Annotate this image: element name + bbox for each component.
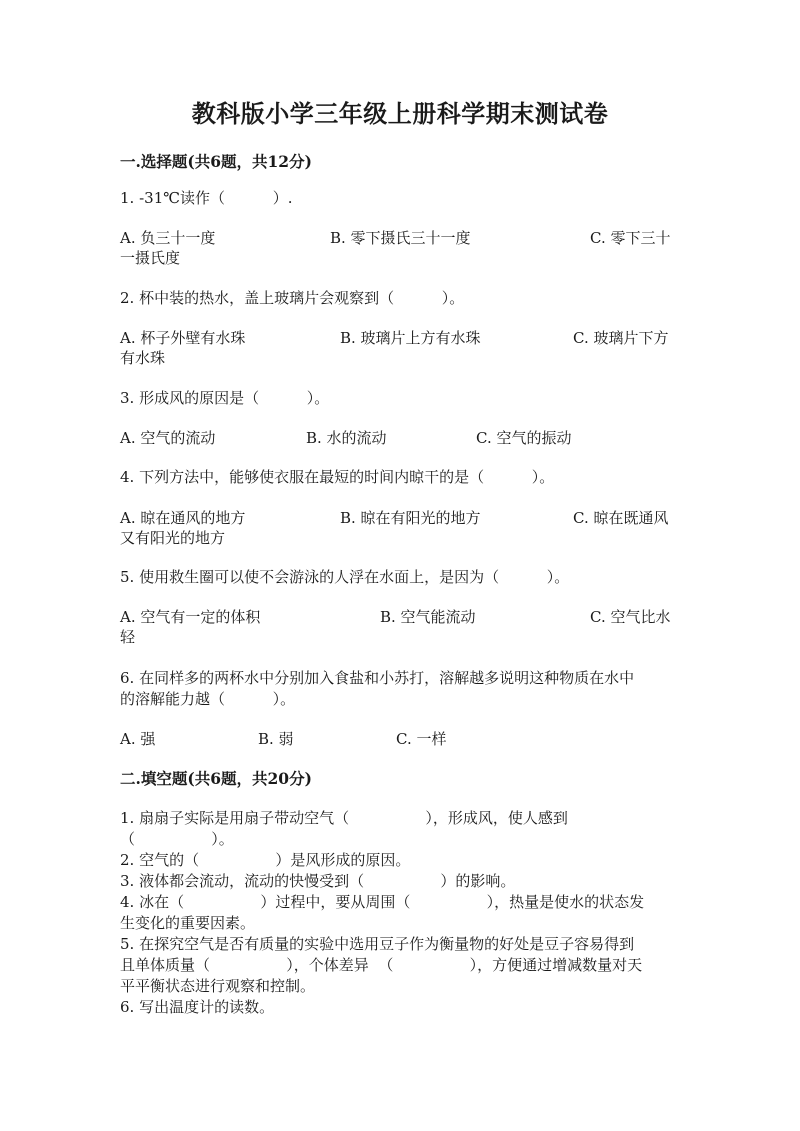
option-c: C. 空气比水: [590, 608, 671, 626]
fill-line: 生变化的重要因素。: [120, 914, 256, 932]
fill-line: 4. 冰在（ ）过程中，要从周围（ ），热量是使水的状态发: [120, 893, 645, 911]
option-c-wrap: 又有阳光的地方: [120, 529, 226, 547]
option-a: A. 晾在通风的地方: [120, 509, 246, 527]
fill-line: 平平衡状态进行观察和控制。: [120, 977, 316, 995]
question-stem: 3. 形成风的原因是（ ）。: [120, 389, 330, 407]
option-a: A. 杯子外壁有水珠: [120, 329, 246, 347]
option-b: B. 玻璃片上方有水珠: [340, 329, 481, 347]
fill-line: 3. 液体都会流动，流动的快慢受到（ ）的影响。: [120, 872, 516, 890]
option-b: B. 空气能流动: [380, 608, 476, 626]
section-heading-fill: 二.填空题(共6题，共20分): [120, 769, 312, 788]
fill-line: 1. 扇扇子实际是用扇子带动空气（ ），形成风，使人感到: [120, 809, 568, 827]
option-b: B. 晾在有阳光的地方: [340, 509, 481, 527]
section-heading-choice: 一.选择题(共6题，共12分): [120, 152, 312, 171]
question-stem: 4. 下列方法中，能够使衣服在最短的时间内晾干的是（ ）。: [120, 468, 555, 486]
option-c-wrap: 轻: [120, 628, 136, 646]
option-a: A. 强: [120, 730, 156, 748]
option-c: C. 零下三十: [590, 229, 671, 247]
question-stem: 5. 使用救生圈可以使不会游泳的人浮在水面上，是因为（ ）。: [120, 568, 570, 586]
option-c: C. 晾在既通风: [573, 509, 669, 527]
fill-line: （ ）。: [120, 830, 234, 848]
option-a: A. 负三十一度: [120, 229, 216, 247]
fill-line: 5. 在探究空气是否有质量的实验中选用豆子作为衡量物的好处是豆子容易得到: [120, 935, 635, 953]
option-a: A. 空气有一定的体积: [120, 608, 261, 626]
option-c-wrap: 有水珠: [120, 349, 166, 367]
fill-line: 2. 空气的（ ）是风形成的原因。: [120, 851, 411, 869]
option-c-wrap: 一摄氏度: [120, 249, 181, 267]
option-c: C. 空气的振动: [476, 429, 572, 447]
question-stem-wrap: 的溶解能力越（ ）。: [120, 690, 296, 708]
option-c: C. 一样: [396, 730, 447, 748]
page-title: 教科版小学三年级上册科学期末测试卷: [191, 99, 609, 128]
question-stem: 1. -31℃读作（ ）.: [120, 189, 293, 207]
fill-line: 且单体质量（ ），个体差异 （ ），方便通过增减数量对天: [120, 956, 643, 974]
option-b: B. 水的流动: [306, 429, 387, 447]
question-stem: 2. 杯中装的热水，盖上玻璃片会观察到（ ）。: [120, 289, 465, 307]
option-c: C. 玻璃片下方: [573, 329, 669, 347]
option-b: B. 零下摄氏三十一度: [330, 229, 471, 247]
question-stem: 6. 在同样多的两杯水中分别加入食盐和小苏打，溶解越多说明这种物质在水中: [120, 669, 635, 687]
option-b: B. 弱: [258, 730, 294, 748]
option-a: A. 空气的流动: [120, 429, 216, 447]
fill-line: 6. 写出温度计的读数。: [120, 998, 275, 1016]
